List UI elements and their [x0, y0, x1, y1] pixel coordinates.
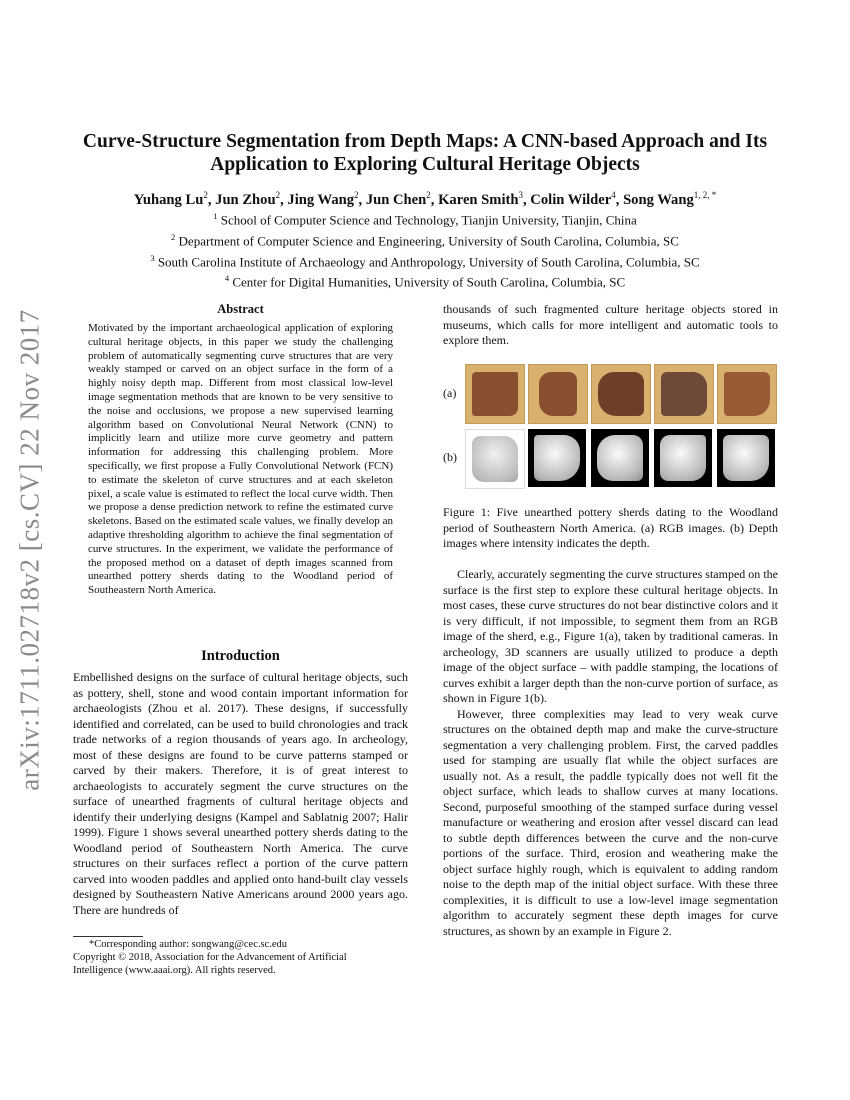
introduction-text: Embellished designs on the surface of cultural heritage objects, such as pottery, shell, stone and wood contain important information for archaeologists (Zhou et al. 2017). These designs, if successfully identified and correlated, can be used to build chronologies and track trade networks of a region thousands of years ago. In archeology, most of these designs are found to be curve patterns stamped or carved by their makers. Therefore, it is of great interest to archaeologists to accurately segment the curve structures on the surface of unearthed fragments of cultural heritage objects and identify their underlying designs (Kampel and Sablatnig 2007; Halir 1999). Figure 1 shows several unearthed pottery sherds dating to the Woodland period of Southeastern North America. The curve structures on their surfaces reflect a portion of the curve pattern carved into wooden paddles and applied onto hand-built clay vessels designed by Southeastern Native Americans around 2000 years ago. There are hundreds of: [73, 670, 408, 917]
author-list: [60, 190, 790, 209]
arxiv-stamp: [10, 260, 50, 840]
affiliation: $^3$ South Carolina Institute of Archaeology and Anthropology, University of South Carolina, Columbia, SC: [150, 252, 700, 269]
introduction-heading: Introduction: [201, 648, 280, 664]
arxiv-stamp-text: arXiv:1711.02718v2 [cs.CV] 22 Nov 2017: [14, 309, 45, 791]
abstract-heading: Abstract: [217, 302, 264, 316]
sherd-rgb-image: [591, 364, 651, 424]
affiliation: $^2$ Department of Computer Science and Engineering, University of South Carolina, Columbia, SC: [171, 231, 679, 249]
sherd-rgb-image: [717, 364, 777, 424]
right-column-top-text: thousands of such fragmented culture heritage objects stored in museums, which calls for more intelligent and automatic tools to explore them.: [443, 302, 778, 347]
author: Jing Wang$^2$,: [287, 190, 366, 208]
paragraph: However, three complexities may lead to very weak curve structures on the obtained depth map and make the curve-structure segmentation a very challenging problem. First, the carved paddles used for stamping are usually flat while the object surfaces are usually not. As a result, the paddle typically does not well fit the object surface, which leads to shallow curves at many locations. Second, purposeful smoothing of the stamped surface during vessel manufacture or weathering and erosion after vessel discard can lead to subtle depth differences between the curve and the non-curve portions of the surface. Third, erosion and weathering make the object surface highly rough, which is equivalent to adding random noise to the depth map of the initial object surface. With these three complexities, it is difficult to use a low-level image segmentation algorithm to accurately segment these depth images for curve structures, as shown by an example in Figure 2.: [443, 706, 778, 938]
title-line-2: Application to Exploring Cultural Heritage Objects: [210, 154, 640, 175]
affiliations: [60, 208, 790, 291]
copyright-line-2: Intelligence (www.aaai.org). All rights reserved.: [73, 965, 276, 976]
corresponding-author-note: *Corresponding author: songwang@cec.sc.edu: [89, 939, 288, 950]
paragraph: Clearly, accurately segmenting the curve structures stamped on the surface is the first step to explore these cultural heritage objects. In most cases, these curve structures do not bear distinctive colors and it is very difficult, if not impossible, to segment them from an RGB image of the sherd, e.g., Figure 1(a), taken by traditional cameras. In archeology, 3D scanners are usually utilized to produce a depth image of the object surface – with paddle stamping, the locations of curves exhibit a larger depth than the non-curve portion of surface, as shown in Figure 1(b).: [443, 567, 778, 705]
sherd-rgb-image: [654, 364, 714, 424]
right-column-body: [443, 567, 778, 939]
footnotes: [73, 938, 408, 977]
sherd-depth-image: [717, 429, 775, 487]
sherd-rgb-image: [528, 364, 588, 424]
author: Jun Zhou$^2$,: [215, 190, 288, 208]
affiliation: $^1$ School of Computer Science and Technology, Tianjin University, Tianjin, China: [213, 211, 637, 228]
title-line-1: Curve-Structure Segmentation from Depth Maps: A CNN-based Approach and Its: [82, 131, 768, 152]
sherd-depth-image: [465, 429, 525, 489]
abstract-text: Motivated by the important archaeological application of exploring cultural heritage objects, in this paper we study the challenging problem of automatically segmenting curve structures that are very weakly stamped or carved on an object surface in the form of a highly noisy depth map. Different from most classical low-level image segmentation methods that are known to be very sensitive to the noise and occlusions, we propose a new supervised learning algorithm based on Convolutional Neural Network (CNN) to implicitly learn and utilize more curve geometry and pattern information for addressing this challenging problem. More specifically, we first propose a Fully Convolutional Network (FCN) to estimate the skeleton of curve structures and at each skeleton pixel, a scale value is estimated to reflect the local curve width. Then we propose a dense prediction network to refine the estimated curve skeletons. Based on the estimated scale values, we finally develop an adaptive thresholding algorithm to achieve the final segmentation of curve structures. In the experiment, we validate the performance of the proposed method on a dataset of depth images scanned from unearthed pottery sherds dating to the Woodland period of Southeastern North America.: [88, 322, 393, 597]
author: Yuhang Lu$^2$,: [133, 190, 216, 208]
footnote-rule: [73, 936, 143, 937]
paper-title: [60, 130, 790, 176]
figure-label-b: (b): [443, 450, 457, 464]
author: Song Wang$^{1, 2, *}$: [623, 190, 717, 208]
copyright-line-1: Copyright © 2018, Association for the Advancement of Artificial: [73, 952, 347, 963]
author: Karen Smith$^3$,: [438, 190, 531, 208]
sherd-depth-image: [591, 429, 649, 487]
sherd-rgb-image: [465, 364, 525, 424]
sherd-depth-image: [528, 429, 586, 487]
author: Colin Wilder$^4$,: [530, 190, 624, 208]
author: Jun Chen$^2$,: [365, 190, 439, 208]
sherd-depth-image: [654, 429, 712, 487]
figure-1-caption: Figure 1: Five unearthed pottery sherds dating to the Woodland period of Southeastern North America. (a) RGB images. (b) Depth images where intensity indicates the depth.: [443, 505, 778, 550]
figure-label-a: (a): [443, 386, 457, 400]
affiliation: $^4$ Center for Digital Humanities, University of South Carolina, Columbia, SC: [224, 273, 626, 290]
